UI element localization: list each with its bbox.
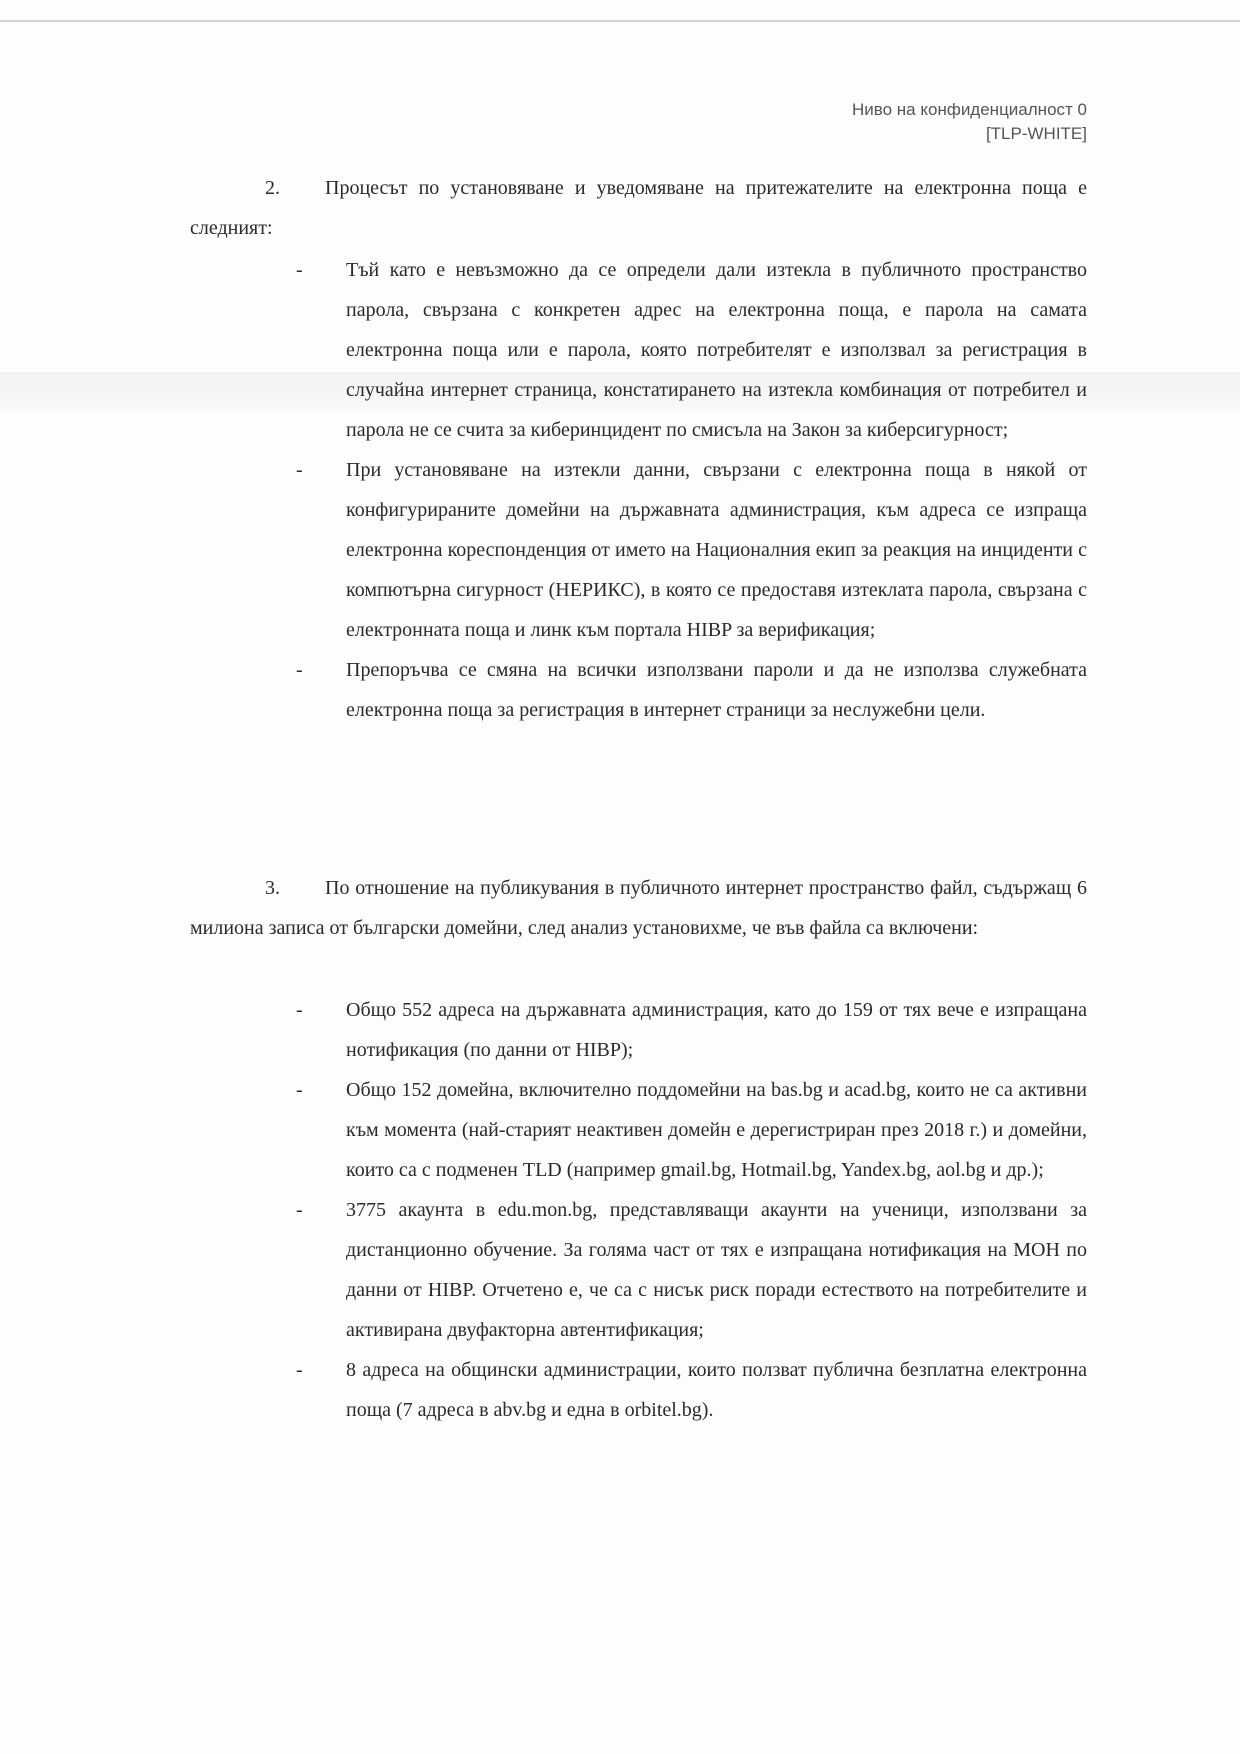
section-2-text: Процесът по установяване и уведомяване на притежателите на електронна поща е следният:	[190, 177, 1087, 239]
list-item: - Общо 152 домейна, включително поддомейни на bas.bg и acad.bg, които не са активни към момента (най-старият неактивен домейн е дерегистриран през 2018 г.) и домейни, които са с подменен TLD (например gmail.bg, Hotmail.bg, Yandex.bg, aol.bg и др.);	[296, 1070, 1087, 1190]
section-3-list	[296, 990, 1087, 1430]
list-item: - Общо 552 адреса на държавната администрация, като до 159 от тях вече е изпращана нотификация (по данни от HIBP);	[296, 990, 1087, 1070]
section-3-number: 3.	[265, 877, 280, 899]
bullet-dash: -	[296, 259, 303, 281]
bullet-dash: -	[296, 1359, 303, 1381]
confidentiality-level: Ниво на конфиденциалност 0	[852, 100, 1087, 119]
section-3-intro	[190, 868, 1087, 948]
confidentiality-header	[852, 98, 1087, 146]
bullet-dash: -	[296, 459, 303, 481]
bullet-dash: -	[296, 1079, 303, 1101]
list-item: - Препоръчва се смяна на всички използвани пароли и да не използва служебната електронна поща за регистрация в интернет страници за неслужебни цели.	[296, 650, 1087, 730]
list-item: - Тъй като е невъзможно да се определи дали изтекла в публичното пространство парола, свързана с конкретен адрес на електронна поща, е парола на самата електронна поща или е парола, която потребителят е използвал за регистрация в случайна интернет страница, констатирането на изтекла комбинация от потребител и парола не се счита за киберинцидент по смисъла на Закон за киберсигурност;	[296, 250, 1087, 450]
bullet-dash: -	[296, 659, 303, 681]
section-2-number: 2.	[265, 177, 280, 199]
list-item: - 8 адреса на общински администрации, които ползват публична безплатна електронна поща (7 адреса в abv.bg и една в orbitel.bg).	[296, 1350, 1087, 1430]
tlp-label: [TLP-WHITE]	[985, 124, 1087, 143]
section-3-text: По отношение на публикувания в публичното интернет пространство файл, съдържащ 6 милиона записа от български домейни, след анализ установихме, че във файла са включени:	[190, 877, 1087, 939]
section-2-intro	[190, 168, 1087, 248]
bullet-dash: -	[296, 1199, 303, 1221]
list-item: - При установяване на изтекли данни, свързани с електронна поща в някой от конфигурираните домейни на държавната администрация, към адреса се изпраща електронна кореспонденция от името на Националния екип за реакция на инциденти с компютърна сигурност (НЕРИКС), в която се предоставя изтеклата парола, свързана с електронната поща и линк към портала HIBP за верификация;	[296, 450, 1087, 650]
section-2-list	[296, 250, 1087, 730]
scan-artifact-top	[0, 20, 1240, 22]
bullet-dash: -	[296, 999, 303, 1021]
list-item: - 3775 акаунта в edu.mon.bg, представляващи акаунти на ученици, използвани за дистанционно обучение. За голяма част от тях е изпращана нотификация на МОН по данни от HIBP. Отчетено е, че са с нисък риск поради естеството на потребителите и активирана двуфакторна автентификация;	[296, 1190, 1087, 1350]
